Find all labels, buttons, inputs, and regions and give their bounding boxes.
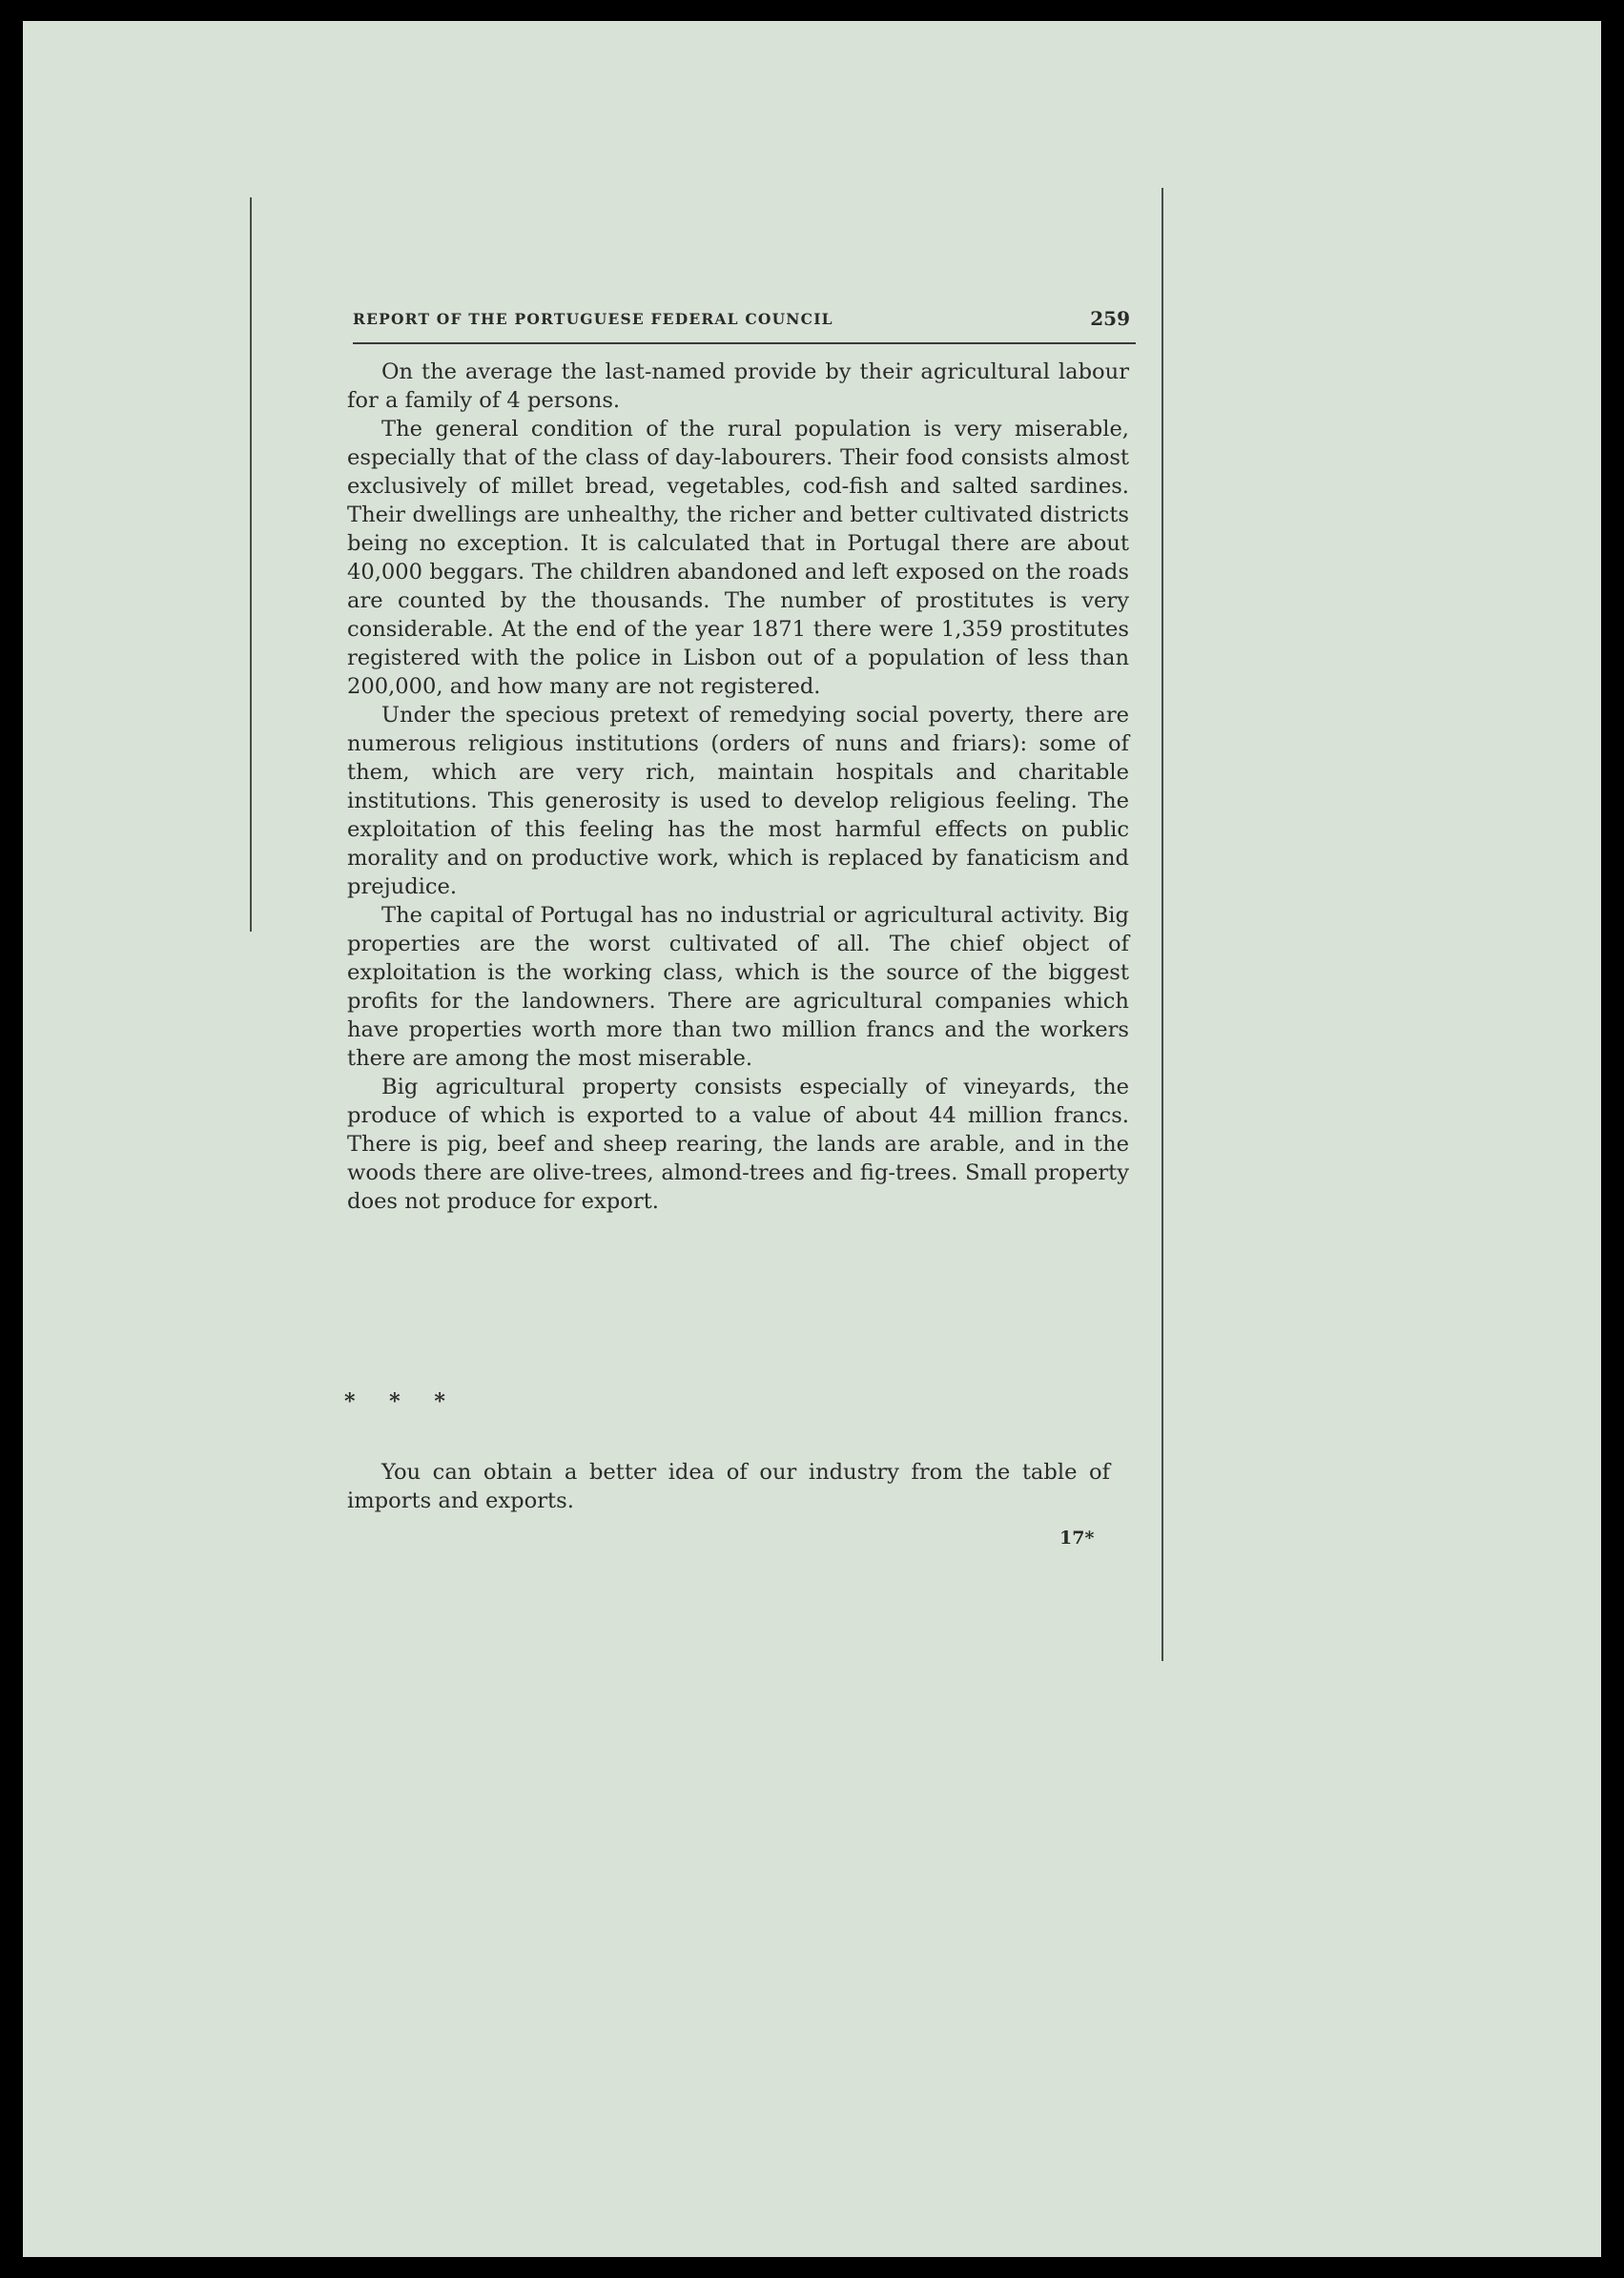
paragraph: The general condition of the rural population is very miserable, especially that of the class of day-labourers. Their food consists almost exclusively of millet bread, vegetables, cod-fish and salted sardines. Their dwellings are unhealthy, the richer and better cultivated districts being no exception. It is calculated that in Portugal there are about 40,000 beggars. The children abandoned and left exposed on the roads are counted by the thousands. The number of prostitutes is very considerable. At the end of the year 1871 there were 1,359 prostitutes registered with the police in Lisbon out of a population of less than 200,000, and how many are not registered. bbox=[347, 417, 1129, 699]
left-scan-edge bbox=[250, 197, 252, 932]
running-head bbox=[353, 304, 1136, 344]
closing-text bbox=[347, 1458, 1110, 1515]
body-text bbox=[347, 358, 1129, 1216]
signature-mark: 17* bbox=[1059, 1528, 1095, 1549]
section-separator: * * * bbox=[344, 1389, 459, 1414]
paragraph: On the average the last-named provide by their agricultural labour for a family of 4 persons. bbox=[347, 359, 1129, 413]
right-scan-edge bbox=[1161, 188, 1163, 1661]
print-area bbox=[323, 278, 1134, 1556]
closing-paragraph: You can obtain a better idea of our industry from the table of imports and exports. bbox=[347, 1460, 1110, 1513]
paragraph: Big agricultural property consists especially of vineyards, the produce of which is exported to a value of about 44 million francs. There is pig, beef and sheep rearing, the lands are arable, and in the woods there are olive-trees, almond-trees and fig-trees. Small property does not produce for export. bbox=[347, 1075, 1129, 1214]
running-title: REPORT OF THE PORTUGUESE FEDERAL COUNCIL bbox=[353, 310, 833, 328]
paragraph: The capital of Portugal has no industrial or agricultural activity. Big properties are the worst cultivated of all. The chief object of exploitation is the working class, which is the source of the biggest profits for the landowners. There are agricultural companies which have properties worth more than two million francs and the workers there are among the most miserable. bbox=[347, 903, 1129, 1071]
paragraph: Under the specious pretext of remedying social poverty, there are numerous religious institutions (orders of nuns and friars): some of them, which are very rich, maintain hospitals and charitable institutions. This generosity is used to develop religious feeling. The exploitation of this feeling has the most harmful effects on public morality and on productive work, which is replaced by fanaticism and prejudice. bbox=[347, 703, 1129, 899]
scanned-page bbox=[23, 21, 1601, 2257]
page-number: 259 bbox=[1090, 307, 1130, 330]
